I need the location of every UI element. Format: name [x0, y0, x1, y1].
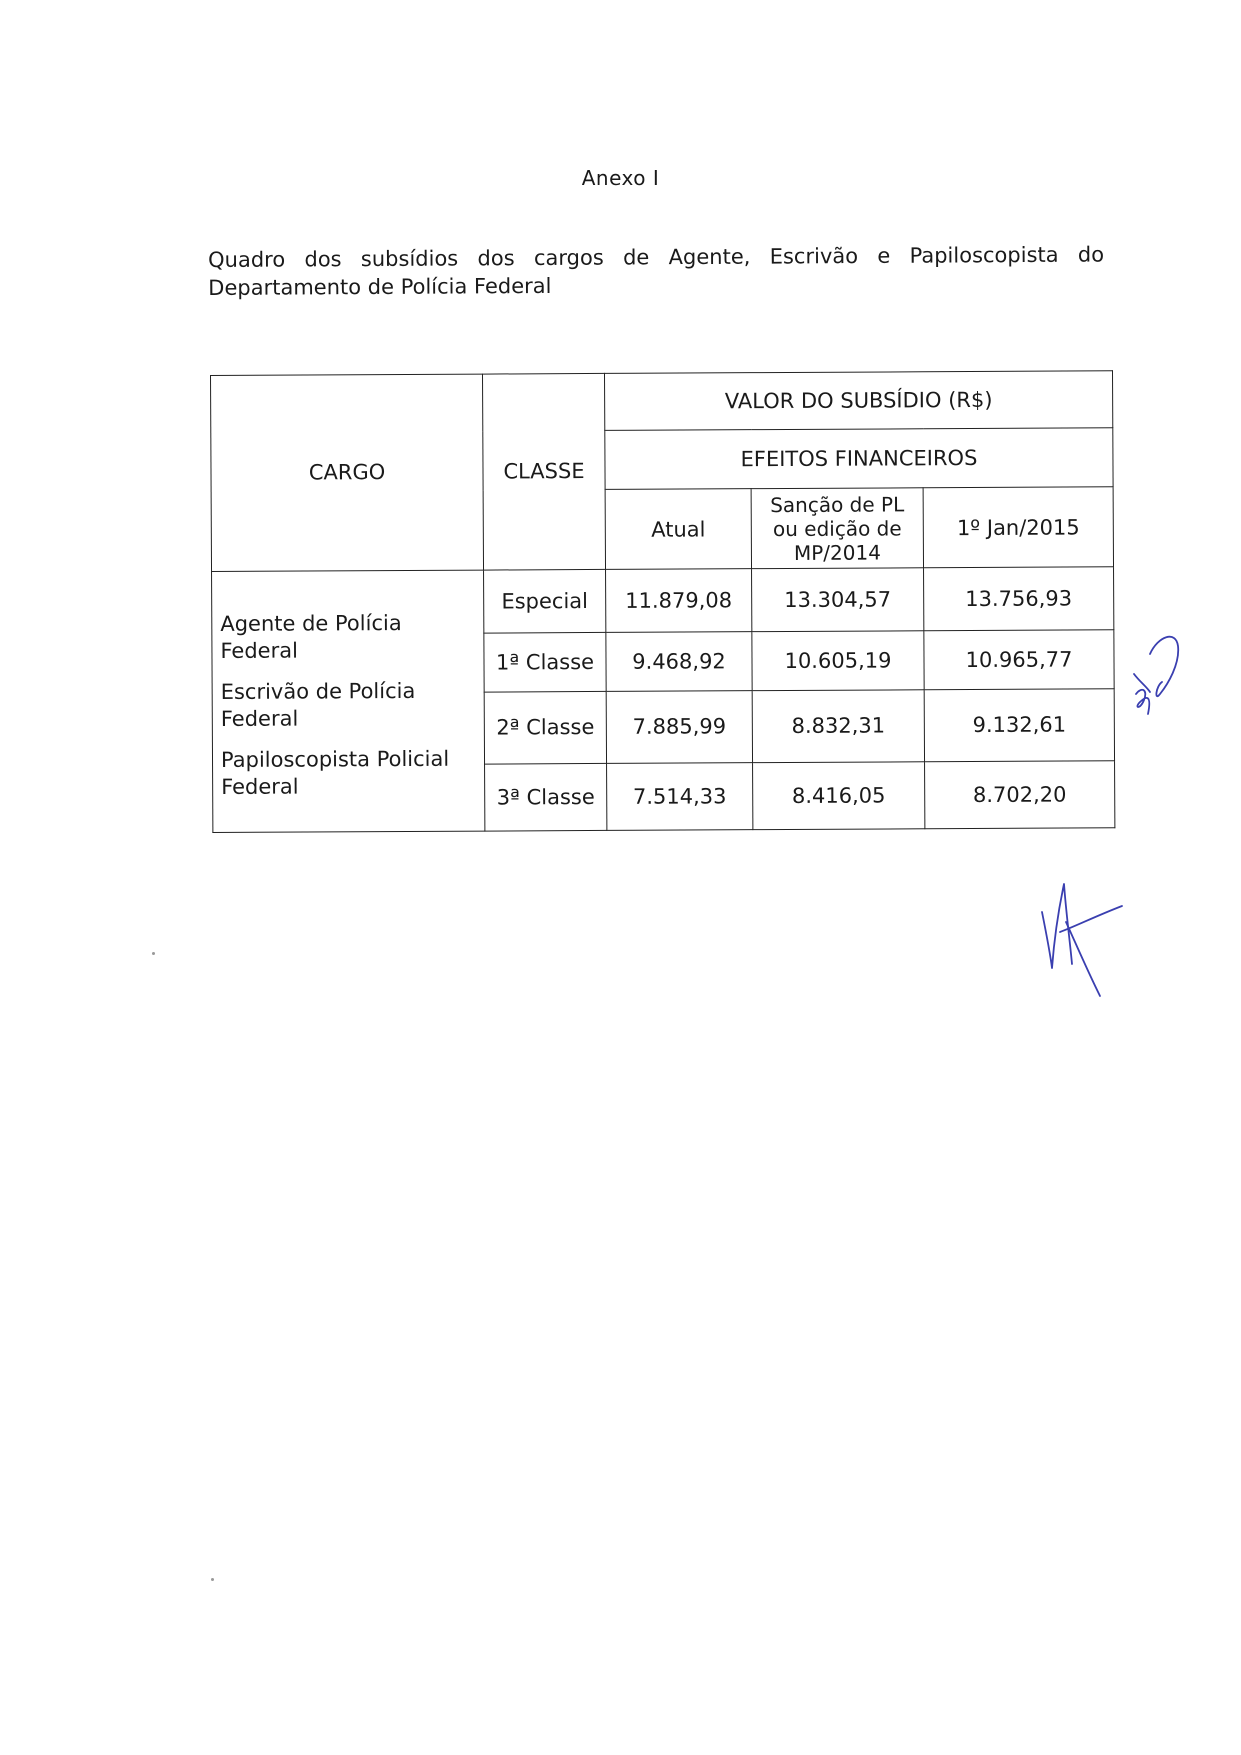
- header-efeitos-financeiros: EFEITOS FINANCEIROS: [605, 428, 1113, 490]
- subsidy-table: [210, 370, 1115, 833]
- classe-cell: 1ª Classe: [484, 633, 606, 693]
- value-sancao: 8.832,31: [752, 690, 924, 762]
- header-cargo: CARGO: [211, 374, 484, 571]
- cargo-list-cell: [212, 570, 485, 833]
- scan-speck: [211, 1578, 214, 1581]
- value-atual: 7.514,33: [607, 762, 753, 830]
- header-valor-subsidio: VALOR DO SUBSÍDIO (R$): [604, 371, 1112, 431]
- header-sancao-pl: Sanção de PL ou edição de MP/2014: [751, 488, 923, 568]
- classe-cell: Especial: [484, 569, 606, 633]
- header-atual: Atual: [605, 489, 751, 569]
- classe-cell: 2ª Classe: [484, 692, 606, 764]
- cargo-papiloscopista: Papiloscopista Policial Federal: [220, 746, 450, 799]
- subsidy-table-container: [210, 370, 1114, 833]
- initials-signature-icon: [1128, 624, 1188, 734]
- value-sancao: 13.304,57: [752, 568, 924, 632]
- header-classe: CLASSE: [482, 373, 605, 569]
- value-sancao: 8.416,05: [753, 761, 925, 829]
- value-jan2015: 9.132,61: [924, 689, 1114, 761]
- cargo-agente: Agente de Polícia Federal: [220, 610, 402, 663]
- header-jan-2015: 1º Jan/2015: [923, 487, 1113, 568]
- value-sancao: 10.605,19: [752, 631, 924, 691]
- value-atual: 11.879,08: [606, 569, 752, 633]
- intro-paragraph: Quadro dos subsídios dos cargos de Agente, Escrivão e Papiloscopista do Departamento de Polícia Federal: [208, 242, 1105, 300]
- table-row: [212, 567, 1114, 635]
- value-atual: 9.468,92: [606, 632, 752, 692]
- annex-title: Anexo I: [581, 166, 660, 190]
- value-atual: 7.885,99: [606, 691, 752, 763]
- value-jan2015: 8.702,20: [925, 760, 1115, 828]
- classe-cell: 3ª Classe: [485, 763, 607, 831]
- handwritten-signature-icon: [1036, 872, 1126, 1002]
- value-jan2015: 10.965,77: [924, 630, 1114, 690]
- value-jan2015: 13.756,93: [924, 567, 1114, 631]
- cargo-escrivao: Escrivão de Polícia Federal: [220, 678, 416, 731]
- scan-speck: [152, 952, 155, 955]
